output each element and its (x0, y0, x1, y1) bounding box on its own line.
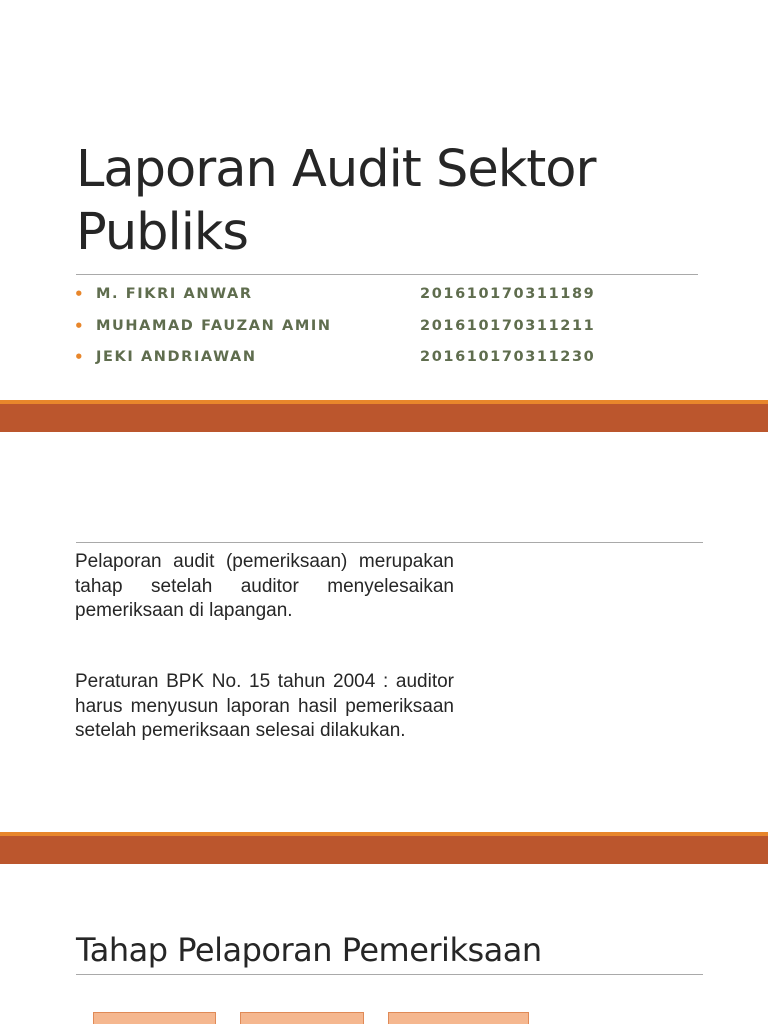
step-box (240, 1012, 364, 1024)
slide-separator (0, 832, 768, 864)
bullet-icon: • (74, 285, 84, 303)
member-item (74, 344, 694, 376)
body-paragraph: Pelaporan audit (pemeriksaan) merupakan tahap setelah auditor menyelesaikan pemeriksaan di lapangan. (75, 551, 454, 621)
section-divider (76, 974, 703, 975)
step-box (388, 1012, 529, 1024)
title-divider (76, 274, 698, 275)
member-id: 201610170311230 (420, 349, 596, 365)
member-item (74, 281, 694, 313)
slide-separator (0, 400, 768, 432)
bullet-icon: • (74, 316, 84, 335)
member-item (74, 313, 694, 345)
member-list (74, 281, 694, 376)
step-box (93, 1012, 216, 1024)
section-title: Tahap Pelaporan Pemeriksaan (76, 931, 542, 969)
presentation-title: Laporan Audit Sektor Publiks (76, 140, 596, 262)
bullet-icon: • (74, 348, 84, 366)
member-name: M. FIKRI ANWAR (96, 286, 253, 302)
content-divider (76, 542, 703, 543)
steps-slide (0, 864, 768, 1024)
member-id: 201610170311189 (420, 286, 596, 302)
title-slide (0, 0, 768, 400)
member-id: 201610170311211 (420, 317, 596, 334)
member-name: JEKI ANDRIAWAN (96, 349, 257, 365)
body-paragraph: Peraturan BPK No. 15 tahun 2004 : auditor harus menyusun laporan hasil pemeriksaan setelah pemeriksaan selesai dilakukan. (75, 671, 454, 741)
member-name: MUHAMAD FAUZAN AMIN (96, 317, 332, 334)
